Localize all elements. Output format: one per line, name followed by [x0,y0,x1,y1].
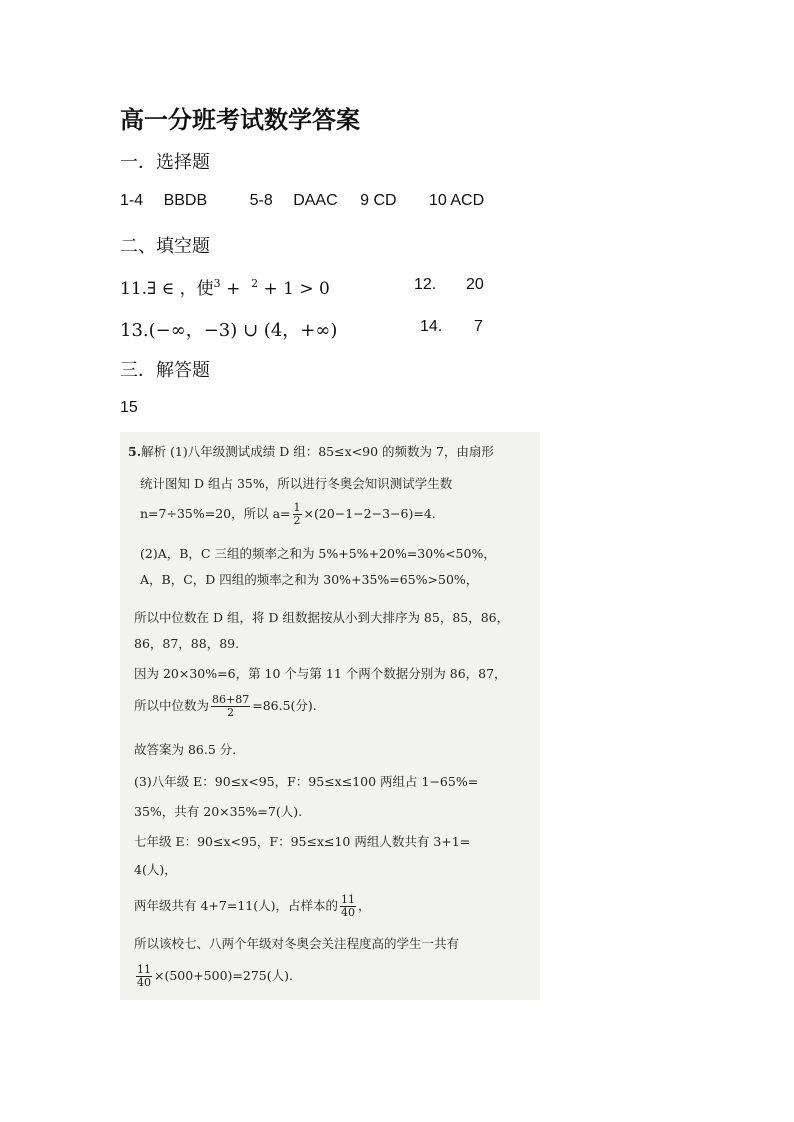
answer-12-label: 12. [414,276,437,293]
scan-question-number: 5. [128,444,142,459]
scan-line-15 [134,894,371,919]
scan-line-4: (2)A，B，C 三组的频率之和为 5%+5%+20%=30%<50%， [140,546,496,561]
mc-answer-10: 10 ACD [429,192,485,209]
scan-line-3-post: ×(20−1−2−3−6)=4. [303,506,436,521]
fraction-denominator: 40 [137,976,151,989]
fraction-numerator: 86+87 [212,693,250,706]
section-heading-fill-in: 二、填空题 [120,236,210,257]
scan-line-5: A，B，C，D 四组的频率之和为 30%+35%=65%>50%， [140,572,479,587]
scan-line-12: 35%，共有 20×35%=7(人). [134,804,303,819]
fraction-numerator: 1 [293,501,301,514]
scan-line-9-pre: 所以中位数为 [134,698,210,713]
answer-14-label: 14. [420,318,443,335]
scan-line-13: 七年级 E：90≤x<95，F：95≤x≤10 两组人数共有 3+1= [134,834,471,849]
answer-11-sup3: 3 [213,277,221,290]
fraction-numerator: 11 [137,963,151,976]
scan-line-3-pre: n=7÷35%=20，所以 a= [140,506,291,521]
answer-14-value: 7 [474,318,483,335]
mc-answer-1-4: BBDB [163,192,208,209]
fill-answer-row-2 [120,316,540,342]
scan-line-3 [140,502,436,527]
scan-fraction-half [293,502,302,527]
scan-line-2: 统计图知 D 组占 35%，所以进行冬奥会知识测试学生数 [140,476,453,491]
answer-13: 13.(−∞，−3) ∪ (4，+∞) [120,320,338,341]
scan-line-17 [134,964,293,989]
scan-line-1 [128,442,494,460]
scan-line-9 [134,694,317,719]
answer-11 [120,279,330,299]
scan-line-8: 因为 20×30%=6，第 10 个与第 11 个两个数据分别为 86，87， [134,666,507,681]
question-15-label: 15 [120,399,138,416]
scan-line-1-text: 解析 (1)八年级测试成绩 D 组：85≤x<90 的频数为 7，由扇形 [141,444,494,459]
multiple-choice-answers [120,192,484,210]
document-title: 高一分班考试数学答案 [120,105,360,134]
fraction-numerator: 11 [341,893,355,906]
scan-line-14: 4(人)， [134,862,177,877]
scan-line-11: (3)八年级 E：90≤x<95，F：95≤x≤100 两组占 1−65%= [134,774,479,789]
scan-line-10: 故答案为 86.5 分. [134,742,237,757]
scan-line-9-post: =86.5(分). [252,698,317,713]
scan-fraction-median [211,694,250,719]
scan-line-16: 所以该校七、八两个年级对冬奥会关注程度高的学生一共有 [134,936,460,951]
scan-line-7: 86，87，88，89. [134,636,240,651]
answer-11-pre: 11.∃ ∈ ，使 [120,279,214,299]
fraction-denominator: 2 [227,706,235,719]
scan-line-17-post: ×(500+500)=275(人). [154,968,293,983]
scan-line-15-post: ， [358,898,371,913]
fraction-denominator: 2 [293,514,301,527]
fraction-denominator: 40 [341,906,355,919]
mc-label-5-8: 5-8 [249,192,273,209]
answer-11-sup2: 2 [251,277,259,290]
section-heading-multiple-choice: 一．选择题 [120,152,210,173]
answer-11-mid: + [226,279,241,299]
scan-line-15-pre: 两年级共有 4+7=11(人)，占样本的 [134,898,338,913]
answer-11-end: + 1 > 0 [263,279,330,299]
fill-answer-row-1 [120,274,540,299]
mc-label-1-4: 1-4 [120,192,144,209]
scan-line-6: 所以中位数在 D 组，将 D 组数据按从小到大排序为 85，85，86， [134,610,510,625]
scan-fraction-sample [340,894,356,919]
mc-answer-5-8: DAAC [293,192,338,209]
section-heading-solutions: 三．解答题 [120,360,210,381]
answer-12-value: 20 [466,276,484,293]
scanned-solution-image [120,432,540,1000]
mc-answer-9: 9 CD [360,192,397,209]
scan-fraction-total [136,964,152,989]
